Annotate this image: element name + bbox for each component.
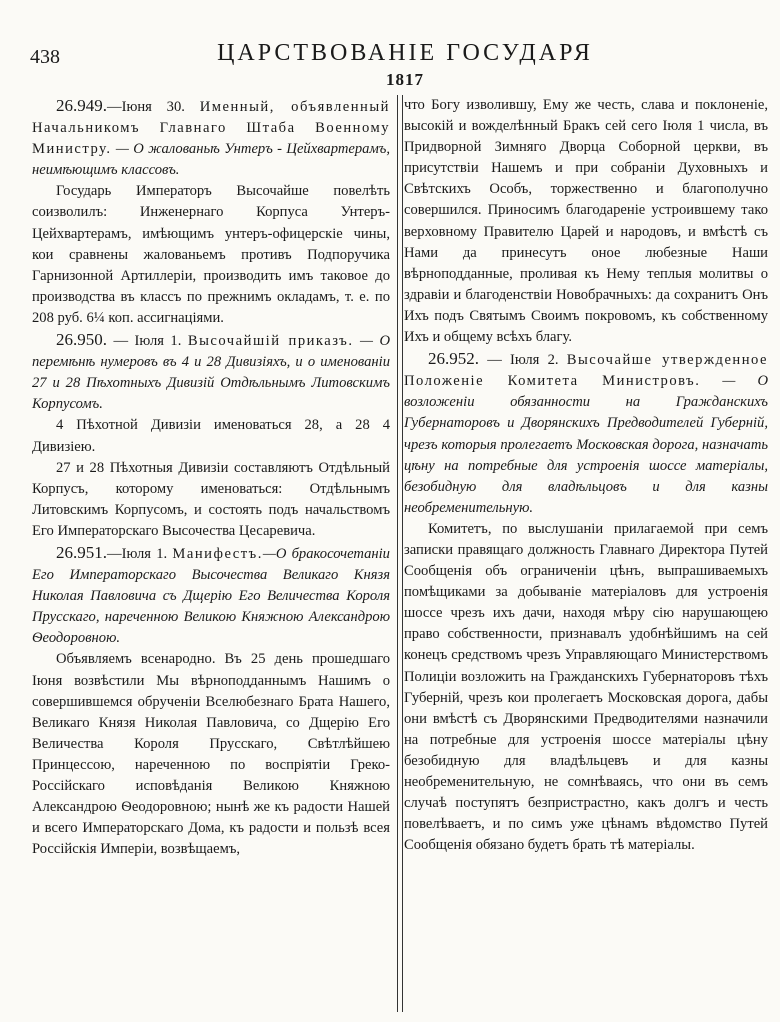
entry-title: — О перемѣнѣ нумеровъ въ 4 и 28 Дивизіяхъ, и о именованіи 27 и 28 Пѣхотныхъ Дивизій Отдѣльнымъ Литовскимъ Корпусомъ.	[32, 333, 390, 413]
entry-title: —О бракосочетаніи Его Императорскаго Высочества Великаго Князя Николая Павловича съ Дщерію Его Величества Короля Прусскаго, нареченною Великою Княжною Александрою Ѳеодоровною.	[32, 545, 390, 647]
entry-kind: Высочайше утвержденное Положеніе Комитета Министровъ.	[404, 352, 768, 390]
entry-26950-heading	[32, 329, 390, 415]
entry-date: — Іюля 1.	[113, 333, 182, 350]
entry-26951-body: Объявляемъ всенародно. Въ 25 день прошедшаго Іюня возвѣстили Мы вѣрноподданнымъ Нашимъ о совершившемся обрученіи Вселюбезнаго Брата Нашего, Великаго Князя Николая Павловича, со Дщерію Его Величества Короля Прусскаго, Свѣтлѣйшею Принцессою, нареченною по воспріятіи Греко-Россійскаго исповѣданія Великою Княжною Александрою Ѳеодоровною; нынѣ же къ радости Нашей и всего Императорскаго Дома, къ радости и пользѣ всея Россійскія Имперіи, возвѣщаемъ,	[32, 651, 390, 858]
entry-date: —Іюля 1.	[107, 545, 168, 562]
entry-26952-body: Комитетъ, по выслушаніи прилагаемой при семъ записки правящаго должность Главнаго Директора Путей Сообщенія объ ограниченіи цѣнъ, выпрашиваемыхъ помѣщиками за добываніе матеріаловъ для устроенія шоссе чрезъ ихъ дачи, находя мѣру сію нарушающею право собственности, признавалъ удобнѣйшимъ на сей конецъ средствомъ чрезъ Управляющаго Министерствомъ Полиціи возложить на Гражданскихъ Губернаторовъ тѣхъ Губерній, чрезъ кои пролегаетъ Московская дорога, дабы они вмѣстѣ съ Дворянскими Предводителями назначили на потребные для устроенія шоссе матеріалы цѣну безобидную для владѣльцевъ и для казны необременительную, не сомнѣваясь, что они въ семъ случаѣ поступятъ безпристрастно, какъ долгъ и честь повелѣваетъ, и по симъ уже цѣнамъ вѣдомство Путей Сообщенія обязано будетъ брать тѣ матеріалы.	[404, 520, 768, 854]
entry-title: — О жалованьѣ Унтеръ - Цейхвартерамъ, неимѣющимъ классовъ.	[32, 141, 390, 179]
page-number: 438	[30, 46, 60, 68]
entry-26949-heading	[32, 95, 390, 181]
year-heading: 1817	[386, 70, 424, 89]
entry-26949-body: Государь Императоръ Высочайше повелѣть соизволилъ: Инженернаго Корпуса Унтеръ-Цейхвартерамъ, имѣющимъ унтеръ-офицерскіе чины, кои сравнены жалованьемъ противъ Подпоручика Гарнизонной Артиллеріи, производить имъ таковое до производства въ классъ по прежнимъ окладамъ, т. е. по 208 руб. 6¼ коп. ассигнаціями.	[32, 183, 390, 326]
left-column	[32, 95, 390, 860]
column-rule	[397, 95, 403, 1012]
entry-number: 26.952.	[428, 349, 479, 369]
entry-kind: Высочайшій приказъ.	[187, 333, 354, 350]
entry-26950-paragraph-1: 4 Пѣхотной Дивизіи именоваться 28, а 28 4 Дивизіею.	[32, 417, 390, 455]
running-title: ЦАРСТВОВАНІЕ ГОСУДАРЯ	[217, 40, 593, 66]
entry-26951-continuation: что Богу изволившу, Ему же честь, слава и поклоненіе, высокій и вожделѣнный Бракъ сей сего Іюля 1 числа, въ Придворной Зимняго Дворца Соборной церкви, въ присутствіи Нашемъ и при собраніи Духовныхъ и Свѣтскихъ Особъ, торжественно и благополучно совершился. Приносимъ благодареніе устроившему тако верховному Правителю Царей и народовъ, и вмѣстѣ съ Нами да принесутъ оное любезные Наши вѣрноподданные, проливая къ Нему теплыя молитвы о здравіи и благоденствіи Новобрачныхъ: да сохранитъ Онъ Ихъ подъ Святымъ Своимъ покровомъ, къ собственному Ихъ и общему всѣхъ благу.	[404, 97, 768, 346]
right-column	[404, 95, 768, 856]
entry-date: —Іюня 30.	[107, 99, 185, 115]
entry-26950-paragraph-2: 27 и 28 Пѣхотныя Дивизіи составляютъ Отдѣльный Корпусъ, которому именоваться: Отдѣльнымъ Литовскимъ Корпусомъ, и состоять подъ начальствомъ Его Императорскаго Высочества Цесаревича.	[32, 459, 390, 539]
entry-26951-heading	[32, 542, 390, 649]
entry-kind: Манифестъ.	[172, 545, 263, 562]
entry-26952-heading	[404, 348, 768, 519]
entry-title: — О возложеніи обязанности на Гражданскихъ Губернаторовъ и Дворянскихъ Предводителей Губерній, чрезъ которыя пролегаетъ Московская дорога, назначать цѣну на потребные для устроенія шоссе матеріалы, безобидную для владѣльцовъ и для казны необременительную.	[404, 373, 768, 516]
entry-date: — Іюля 2.	[487, 352, 559, 369]
entry-kind: Именный, объявленный Начальникомъ Главнаго Штаба Военному Министру.	[32, 99, 390, 158]
entry-number: 26.950.	[56, 330, 107, 350]
entry-number: 26.951.	[56, 542, 107, 562]
entry-number: 26.949.	[56, 96, 107, 115]
